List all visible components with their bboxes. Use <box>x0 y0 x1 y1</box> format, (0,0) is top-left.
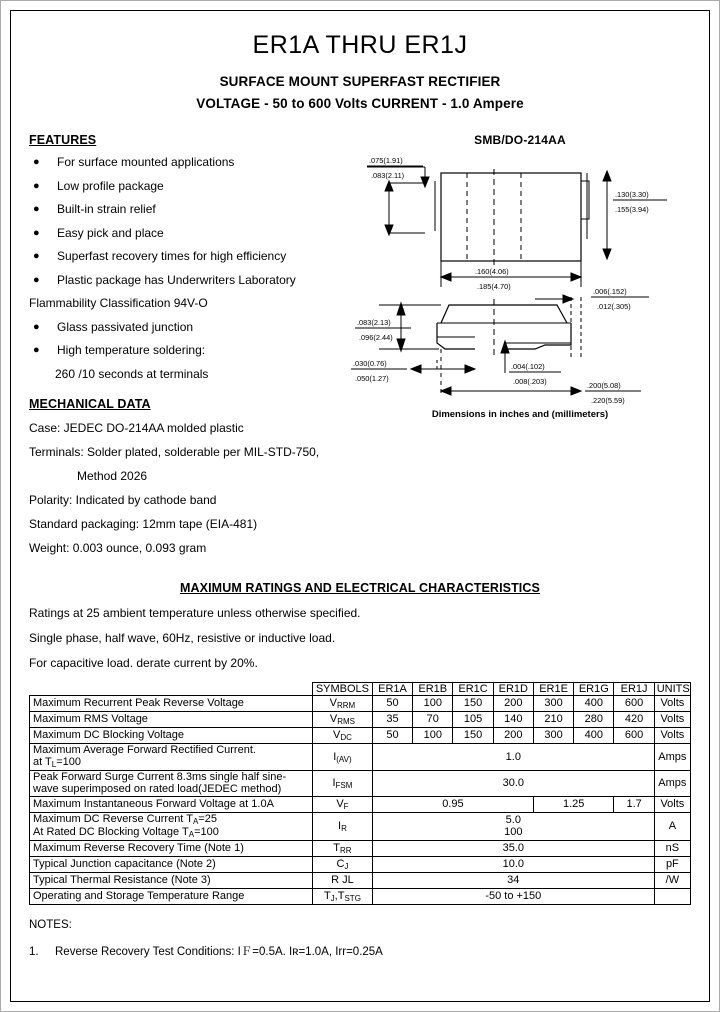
condition-line: For capacitive load. derate current by 20%. <box>29 655 258 670</box>
row-units: A <box>654 812 690 840</box>
dim-height-min: .083(2.13) <box>357 318 391 327</box>
feature-text: For surface mounted applications <box>57 155 235 169</box>
header-er1b: ER1B <box>413 682 453 695</box>
note-number: 1. <box>29 945 39 958</box>
row-value: 200 <box>493 727 533 743</box>
row-symbol: $T_J,T_{STG}$ <box>312 888 372 904</box>
row-desc-line1: Peak Forward Surge Current 8.3ms single half sine- <box>33 770 287 783</box>
subtitle-ratings: VOLTAGE - 50 to 600 Volts CURRENT - 1.0 Ampere <box>196 96 524 111</box>
row-symbol: $C_J$ <box>312 856 372 872</box>
row-symbol: $I_{(AV)}$ <box>312 743 372 770</box>
feature-text: Low profile package <box>57 178 164 193</box>
row-value-span: 34 <box>372 872 654 888</box>
features-heading: FEATURES <box>29 133 97 147</box>
flammability-text: Flammability Classification 94V-O <box>29 296 208 310</box>
row-symbol: $V_F$ <box>312 796 372 812</box>
row-units: nS <box>654 840 690 856</box>
ratings-heading: MAXIMUM RATINGS AND ELECTRICAL CHARACTERISTICS <box>180 580 540 595</box>
package-drawing-column <box>349 133 691 555</box>
row-value: 100 <box>413 727 453 743</box>
condition-line: Single phase, half wave, 60Hz, resistive or inductive load. <box>29 630 336 645</box>
feature-text: Plastic package has Underwriters Laboratory <box>57 272 296 287</box>
row-value: 300 <box>533 727 573 743</box>
notes-heading: NOTES: <box>29 918 72 931</box>
mechanical-line: Case: JEDEC DO-214AA molded plastic <box>29 420 244 435</box>
row-symbol: $I_R$ <box>312 812 372 840</box>
dim-body-l-min: .160(4.06) <box>475 267 509 276</box>
row-units: Volts <box>654 695 690 711</box>
row-value: 400 <box>574 695 614 711</box>
row-value-group: 0.95 <box>372 796 533 812</box>
list-item <box>29 202 349 216</box>
row-value: 600 <box>614 695 654 711</box>
table-row <box>30 840 691 856</box>
dim-height-max: .096(2.44) <box>359 333 393 342</box>
bullet-icon: ● <box>33 156 40 168</box>
row-value: 105 <box>453 711 493 727</box>
row-value: 210 <box>533 711 573 727</box>
features-list-2 <box>29 320 349 358</box>
row-value-span: 35.0 <box>372 840 654 856</box>
header-er1c: ER1C <box>453 682 493 695</box>
header-er1a: ER1A <box>372 682 412 695</box>
feature-text: Superfast recovery times for high efficiency <box>57 249 287 263</box>
features-list <box>29 155 349 287</box>
table-header-row <box>30 682 691 695</box>
bullet-icon: ● <box>33 273 40 286</box>
mechanical-heading: MECHANICAL DATA <box>29 396 151 411</box>
row-units: Amps <box>654 770 690 796</box>
row-desc: Operating and Storage Temperature Range <box>30 888 313 904</box>
table-row <box>30 743 691 770</box>
header-er1g: ER1G <box>574 682 614 695</box>
dim-overall-max: .220(5.59) <box>591 396 625 405</box>
header-er1d: ER1D <box>493 682 533 695</box>
ratings-table <box>29 682 691 905</box>
dim-body-l-max: .185(4.70) <box>477 282 511 291</box>
note-item <box>29 943 691 959</box>
row-value-group: 1.25 <box>533 796 614 812</box>
row-value: 280 <box>574 711 614 727</box>
mechanical-line: Polarity: Indicated by cathode band <box>29 492 217 507</box>
table-row <box>30 856 691 872</box>
dim-right-w-min: .130(3.30) <box>615 190 649 199</box>
row-value-line1: 5.0 <box>505 814 521 826</box>
row-value: 50 <box>372 695 412 711</box>
list-item <box>29 179 349 193</box>
row-desc: Maximum Reverse Recovery Time (Note 1) <box>30 840 313 856</box>
row-symbol: $T_{RR}$ <box>312 840 372 856</box>
dim-top-h-min: .075(1.91) <box>369 156 403 165</box>
row-desc: Maximum Recurrent Peak Reverse Voltage <box>30 695 313 711</box>
note-text: Reverse Recovery Test Conditions: IＦ=0.5A. Iʀ=1.0A, Irr=0.25A <box>55 945 383 958</box>
dim-foot-t-min: .006(.152) <box>593 287 627 296</box>
solder-detail-text: 260 /10 seconds at terminals <box>55 366 209 381</box>
feature-text: Glass passivated junction <box>57 319 194 334</box>
row-value: 200 <box>493 695 533 711</box>
table-row <box>30 695 691 711</box>
dim-stand-max: .008(.203) <box>513 377 547 386</box>
list-item <box>29 249 349 263</box>
row-value-span <box>372 812 654 840</box>
row-desc: Maximum Instantaneous Forward Voltage at 1.0A <box>30 796 313 812</box>
row-desc-line2: At Rated DC Blocking Voltage $T_A=100$ <box>33 826 219 839</box>
row-value-line2: 100 <box>504 826 523 838</box>
dim-foot-t-max: .012(.305) <box>597 302 631 311</box>
dim-top-h-max: .083(2.11) <box>371 171 405 180</box>
list-item <box>29 320 349 334</box>
feature-text: Built-in strain relief <box>57 202 156 216</box>
row-value-group: 1.7 <box>614 796 654 812</box>
page-border <box>10 10 710 1002</box>
page-title: ER1A THRU ER1J <box>252 31 468 59</box>
row-value-span: -50 to +150 <box>372 888 654 904</box>
bullet-icon: ● <box>33 179 40 192</box>
row-desc <box>30 770 313 796</box>
mechanical-line: Method 2026 <box>77 468 148 483</box>
header-blank <box>30 682 313 695</box>
bullet-icon: ● <box>33 250 40 262</box>
row-value-span: 30.0 <box>372 770 654 796</box>
table-row <box>30 872 691 888</box>
row-value: 600 <box>614 727 654 743</box>
list-item <box>29 343 349 357</box>
row-units: Volts <box>654 796 690 812</box>
mechanical-line: Terminals: Solder plated, solderable per MIL-STD-750, <box>29 444 320 459</box>
feature-text: High temperature soldering: <box>57 343 206 357</box>
mechanical-line: Weight: 0.003 ounce, 0.093 gram <box>29 540 207 555</box>
bullet-icon: ● <box>33 320 40 333</box>
row-symbol: R JL <box>312 872 372 888</box>
row-desc: Typical Junction capacitance (Note 2) <box>30 856 313 872</box>
row-symbol: $V_{DC}$ <box>312 727 372 743</box>
list-item <box>29 273 349 287</box>
bullet-icon: ● <box>33 226 40 239</box>
dim-lead-l-max: .050(1.27) <box>355 374 389 383</box>
row-desc <box>30 812 313 840</box>
row-units <box>654 888 690 904</box>
header-er1e: ER1E <box>533 682 573 695</box>
row-value: 140 <box>493 711 533 727</box>
row-value-span: 1.0 <box>372 743 654 770</box>
table-row <box>30 796 691 812</box>
table-row <box>30 727 691 743</box>
row-symbol: $V_{RRM}$ <box>312 695 372 711</box>
mechanical-data-section <box>29 397 349 555</box>
features-column <box>29 133 349 555</box>
row-value: 100 <box>413 695 453 711</box>
row-value: 70 <box>413 711 453 727</box>
table-row <box>30 812 691 840</box>
row-desc: Typical Thermal Resistance (Note 3) <box>30 872 313 888</box>
row-value: 50 <box>372 727 412 743</box>
row-desc-line1: Maximum DC Reverse Current $T_A=25$ <box>33 812 217 826</box>
header-er1j: ER1J <box>614 682 654 695</box>
bullet-icon: ● <box>33 344 40 356</box>
row-units: Volts <box>654 727 690 743</box>
package-outline-drawing <box>349 147 689 405</box>
table-row <box>30 888 691 904</box>
row-units: pF <box>654 856 690 872</box>
row-symbol: $V_{RMS}$ <box>312 711 372 727</box>
table-row <box>30 770 691 796</box>
row-desc-line2: wave superimposed on rated load(JEDEC method) <box>33 783 282 795</box>
bullet-icon: ● <box>33 203 40 215</box>
dim-stand-min: .004(.102) <box>511 362 545 371</box>
list-item <box>29 226 349 240</box>
row-units: Amps <box>654 743 690 770</box>
row-symbol: $I_{FSM}$ <box>312 770 372 796</box>
row-desc: Maximum RMS Voltage <box>30 711 313 727</box>
table-row <box>30 711 691 727</box>
row-value: 400 <box>574 727 614 743</box>
list-item <box>29 155 349 169</box>
row-desc-line1: Maximum Average Forward Rectified Current. <box>33 743 256 756</box>
row-value: 300 <box>533 695 573 711</box>
row-value: 420 <box>614 711 654 727</box>
dim-overall-min: .200(5.08) <box>587 381 621 390</box>
subtitle-type: SURFACE MOUNT SUPERFAST RECTIFIER <box>219 74 501 89</box>
row-value: 150 <box>453 727 493 743</box>
row-desc <box>30 743 313 770</box>
condition-line: Ratings at 25 ambient temperature unless otherwise specified. <box>29 605 361 620</box>
dim-lead-l-min: .030(0.76) <box>353 359 387 368</box>
header-symbols: SYMBOLS <box>312 682 372 695</box>
feature-text: Easy pick and place <box>57 225 164 240</box>
row-value: 150 <box>453 695 493 711</box>
mechanical-line: Standard packaging: 12mm tape (EIA-481) <box>29 516 258 531</box>
package-title: SMB/DO-214AA <box>474 133 566 147</box>
dim-right-w-max: .155(3.94) <box>615 205 649 214</box>
row-desc: Maximum DC Blocking Voltage <box>30 727 313 743</box>
row-value: 35 <box>372 711 412 727</box>
header-units: UNITS <box>654 682 690 695</box>
row-value-span: 10.0 <box>372 856 654 872</box>
row-units: /W <box>654 872 690 888</box>
row-units: Volts <box>654 711 690 727</box>
dimension-caption: Dimensions in inches and (millimeters) <box>431 409 609 420</box>
row-desc-line2: at $T_L=100$ <box>33 756 81 769</box>
